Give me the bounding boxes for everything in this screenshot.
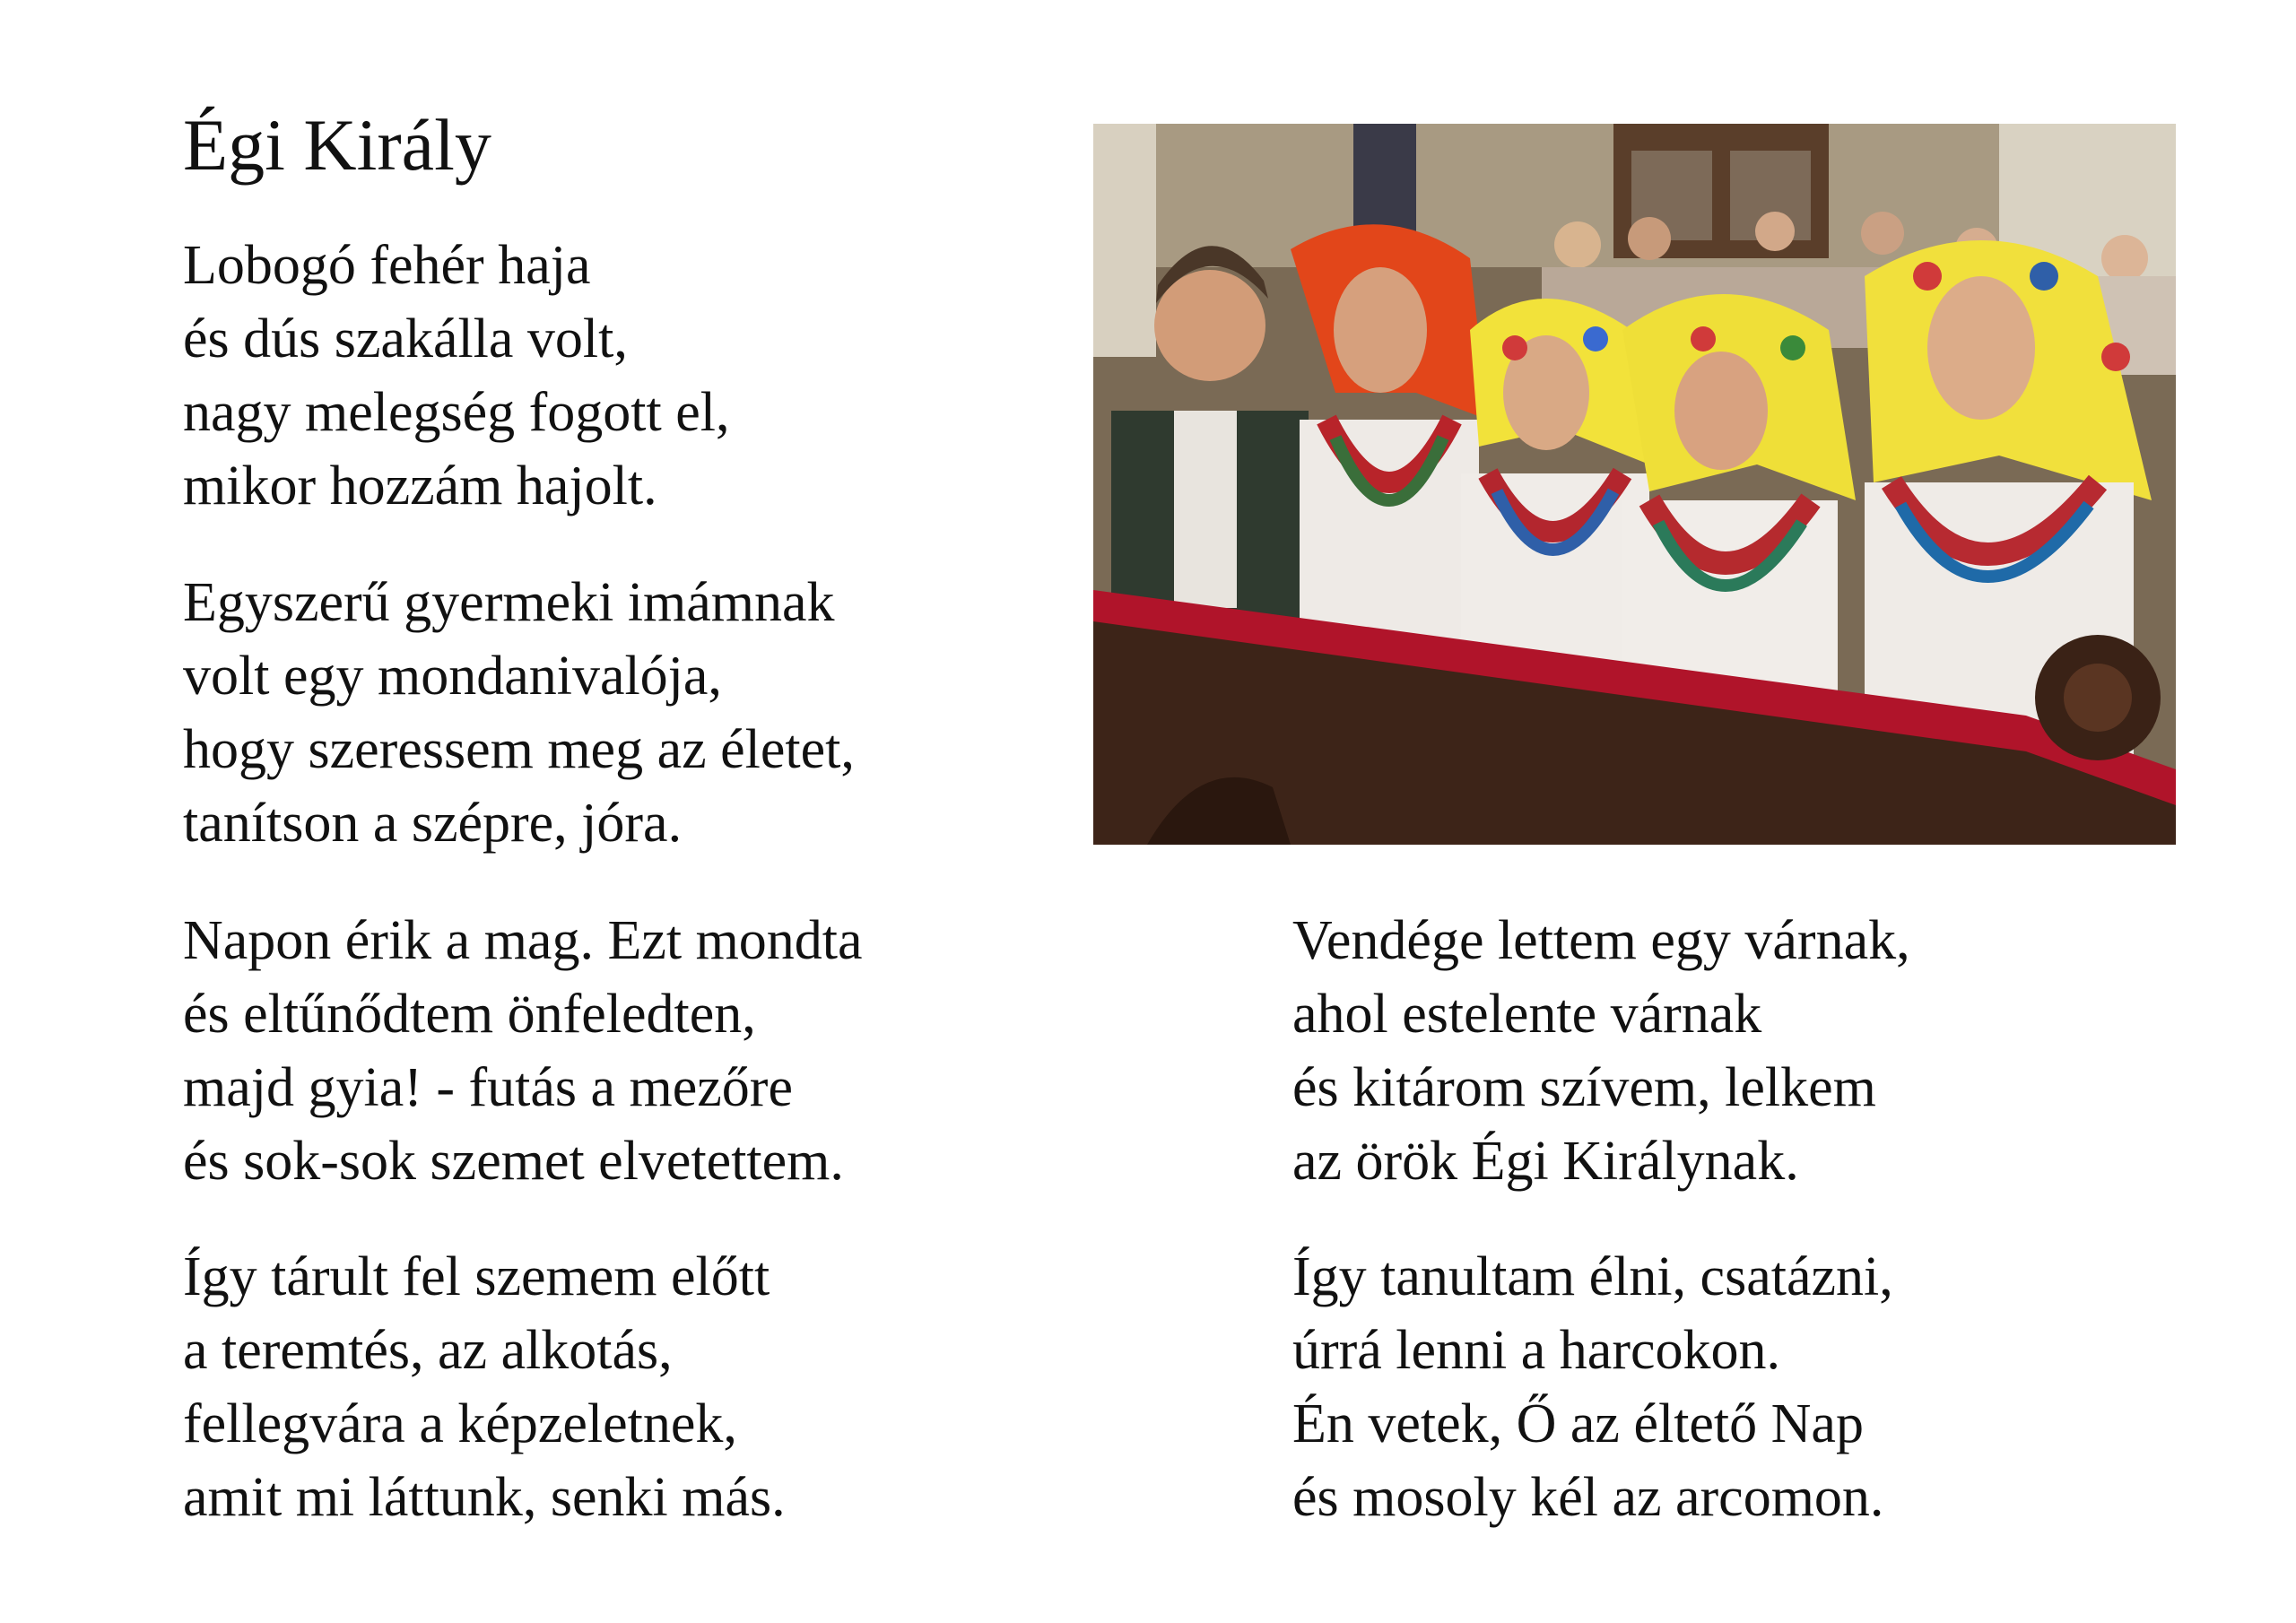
stanza-line: Napon érik a mag. Ezt mondta: [183, 910, 863, 971]
poem-title: Égi Király: [183, 104, 491, 186]
stanza-line: ahol estelente várnak: [1292, 984, 1762, 1045]
stanza-line: volt egy mondanivalója,: [183, 646, 722, 707]
stanza-line: a teremtés, az alkotás,: [183, 1320, 673, 1381]
stanza-line: fellegvára a képzeletnek,: [183, 1393, 737, 1454]
stanza-line: és kitárom szívem, lelkem: [1292, 1057, 1876, 1118]
stanza-line: hogy szeressem meg az életet,: [183, 719, 855, 780]
photo-illustration-icon: [1093, 124, 2176, 845]
stanza-6: [1292, 1240, 1893, 1534]
stanza-3: [183, 904, 863, 1198]
stanza-line: Vendége lettem egy várnak,: [1292, 910, 1910, 971]
stanza-5: [1292, 904, 1910, 1198]
stanza-line: mikor hozzám hajolt.: [183, 456, 657, 516]
stanza-2: [183, 566, 855, 860]
stanza-line: és dús szakálla volt,: [183, 308, 628, 369]
stanza-line: Így tárult fel szemem előtt: [183, 1246, 770, 1307]
stanza-line: Egyszerű gyermeki imámnak: [183, 572, 835, 633]
photo-folk-costume-women: [1093, 124, 2176, 845]
stanza-line: és sok-sok szemet elvetettem.: [183, 1131, 844, 1192]
stanza-line: és eltűnődtem önfeledten,: [183, 984, 756, 1045]
stanza-line: amit mi láttunk, senki más.: [183, 1467, 786, 1528]
stanza-line: Lobogó fehér haja: [183, 235, 591, 296]
stanza-line: és mosoly kél az arcomon.: [1292, 1467, 1884, 1528]
stanza-line: nagy melegség fogott el,: [183, 382, 730, 443]
stanza-line: majd gyia! - futás a mezőre: [183, 1057, 793, 1118]
stanza-line: Én vetek, Ő az éltető Nap: [1292, 1393, 1864, 1454]
stanza-line: Így tanultam élni, csatázni,: [1292, 1246, 1893, 1307]
stanza-line: tanítson a szépre, jóra.: [183, 793, 683, 854]
stanza-line: úrrá lenni a harcokon.: [1292, 1320, 1780, 1381]
stanza-4: [183, 1240, 786, 1534]
stanza-line: az örök Égi Királynak.: [1292, 1131, 1799, 1192]
stanza-1: [183, 229, 730, 523]
